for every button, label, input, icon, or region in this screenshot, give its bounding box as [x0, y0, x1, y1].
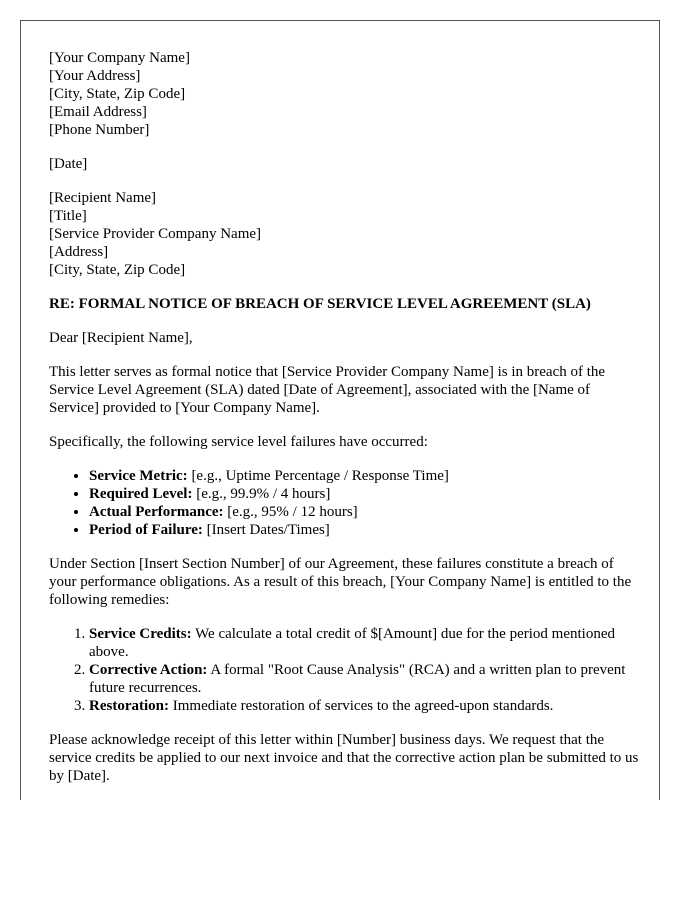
- letter-date: [Date]: [49, 156, 88, 172]
- sender-address: [Your Address]: [49, 68, 141, 84]
- list-item-text: Immediate restoration of services to the agreed-upon standards.: [168, 698, 554, 714]
- intro-paragraph: This letter serves as formal notice that [Service Provider Company Name] is in breach of the Service Level Agreement (SLA) dated [Date of Agreement], associated with the [Name of Service] provided to [Your Company Name].: [49, 364, 606, 416]
- list-item-text: We calculate a total credit of $[Amount] due for the period mentioned above.: [89, 626, 615, 660]
- recipient-company: [Service Provider Company Name]: [49, 226, 262, 242]
- failures-list: [49, 467, 639, 539]
- list-item-term: Actual Performance:: [89, 504, 224, 520]
- subject-line: RE: FORMAL NOTICE OF BREACH OF SERVICE LEVEL AGREEMENT (SLA): [49, 296, 591, 312]
- letter-page: [20, 20, 660, 800]
- letter-body: [49, 49, 639, 800]
- list-item-term: Service Metric:: [89, 468, 188, 484]
- recipient-block: [49, 189, 639, 279]
- sender-phone: [Phone Number]: [49, 122, 150, 138]
- list-item: [89, 485, 639, 503]
- date-block: [49, 155, 639, 173]
- recipient-name: [Recipient Name]: [49, 190, 157, 206]
- list-item-term: Restoration:: [89, 698, 169, 714]
- list-item-text: A formal "Root Cause Analysis" (RCA) and a written plan to prevent future recurrences.: [89, 662, 626, 696]
- list-item-term: Service Credits:: [89, 626, 192, 642]
- closing-paragraph: Please acknowledge receipt of this letter within [Number] business days. We request that the service credits be applied to our next invoice and that the corrective action plan be submitted to us by [Date].: [49, 732, 639, 784]
- list-item: [89, 625, 639, 661]
- list-item-term: Corrective Action:: [89, 662, 208, 678]
- recipient-title: [Title]: [49, 208, 87, 224]
- list-item-text: [e.g., 95% / 12 hours]: [223, 504, 358, 520]
- recipient-city-state-zip: [City, State, Zip Code]: [49, 262, 186, 278]
- failures-intro: Specifically, the following service level failures have occurred:: [49, 434, 428, 450]
- recipient-address: [Address]: [49, 244, 109, 260]
- list-item: [89, 503, 639, 521]
- list-item-text: [Insert Dates/Times]: [202, 522, 330, 538]
- remedies-list: [49, 625, 639, 715]
- salutation: Dear [Recipient Name],: [49, 330, 193, 346]
- list-item: [89, 467, 639, 485]
- list-item-text: [e.g., Uptime Percentage / Response Time]: [187, 468, 449, 484]
- list-item: [89, 697, 639, 715]
- list-item: [89, 661, 639, 697]
- list-item: [89, 521, 639, 539]
- remedies-intro: Under Section [Insert Section Number] of our Agreement, these failures constitute a breach of your performance obligations. As a result of this breach, [Your Company Name] is entitled to the following remedies:: [49, 556, 632, 608]
- list-item-term: Required Level:: [89, 486, 193, 502]
- sender-company-name: [Your Company Name]: [49, 50, 190, 66]
- sender-email: [Email Address]: [49, 104, 147, 120]
- list-item-text: [e.g., 99.9% / 4 hours]: [192, 486, 331, 502]
- sender-city-state-zip: [City, State, Zip Code]: [49, 86, 186, 102]
- sender-block: [49, 49, 639, 139]
- list-item-term: Period of Failure:: [89, 522, 203, 538]
